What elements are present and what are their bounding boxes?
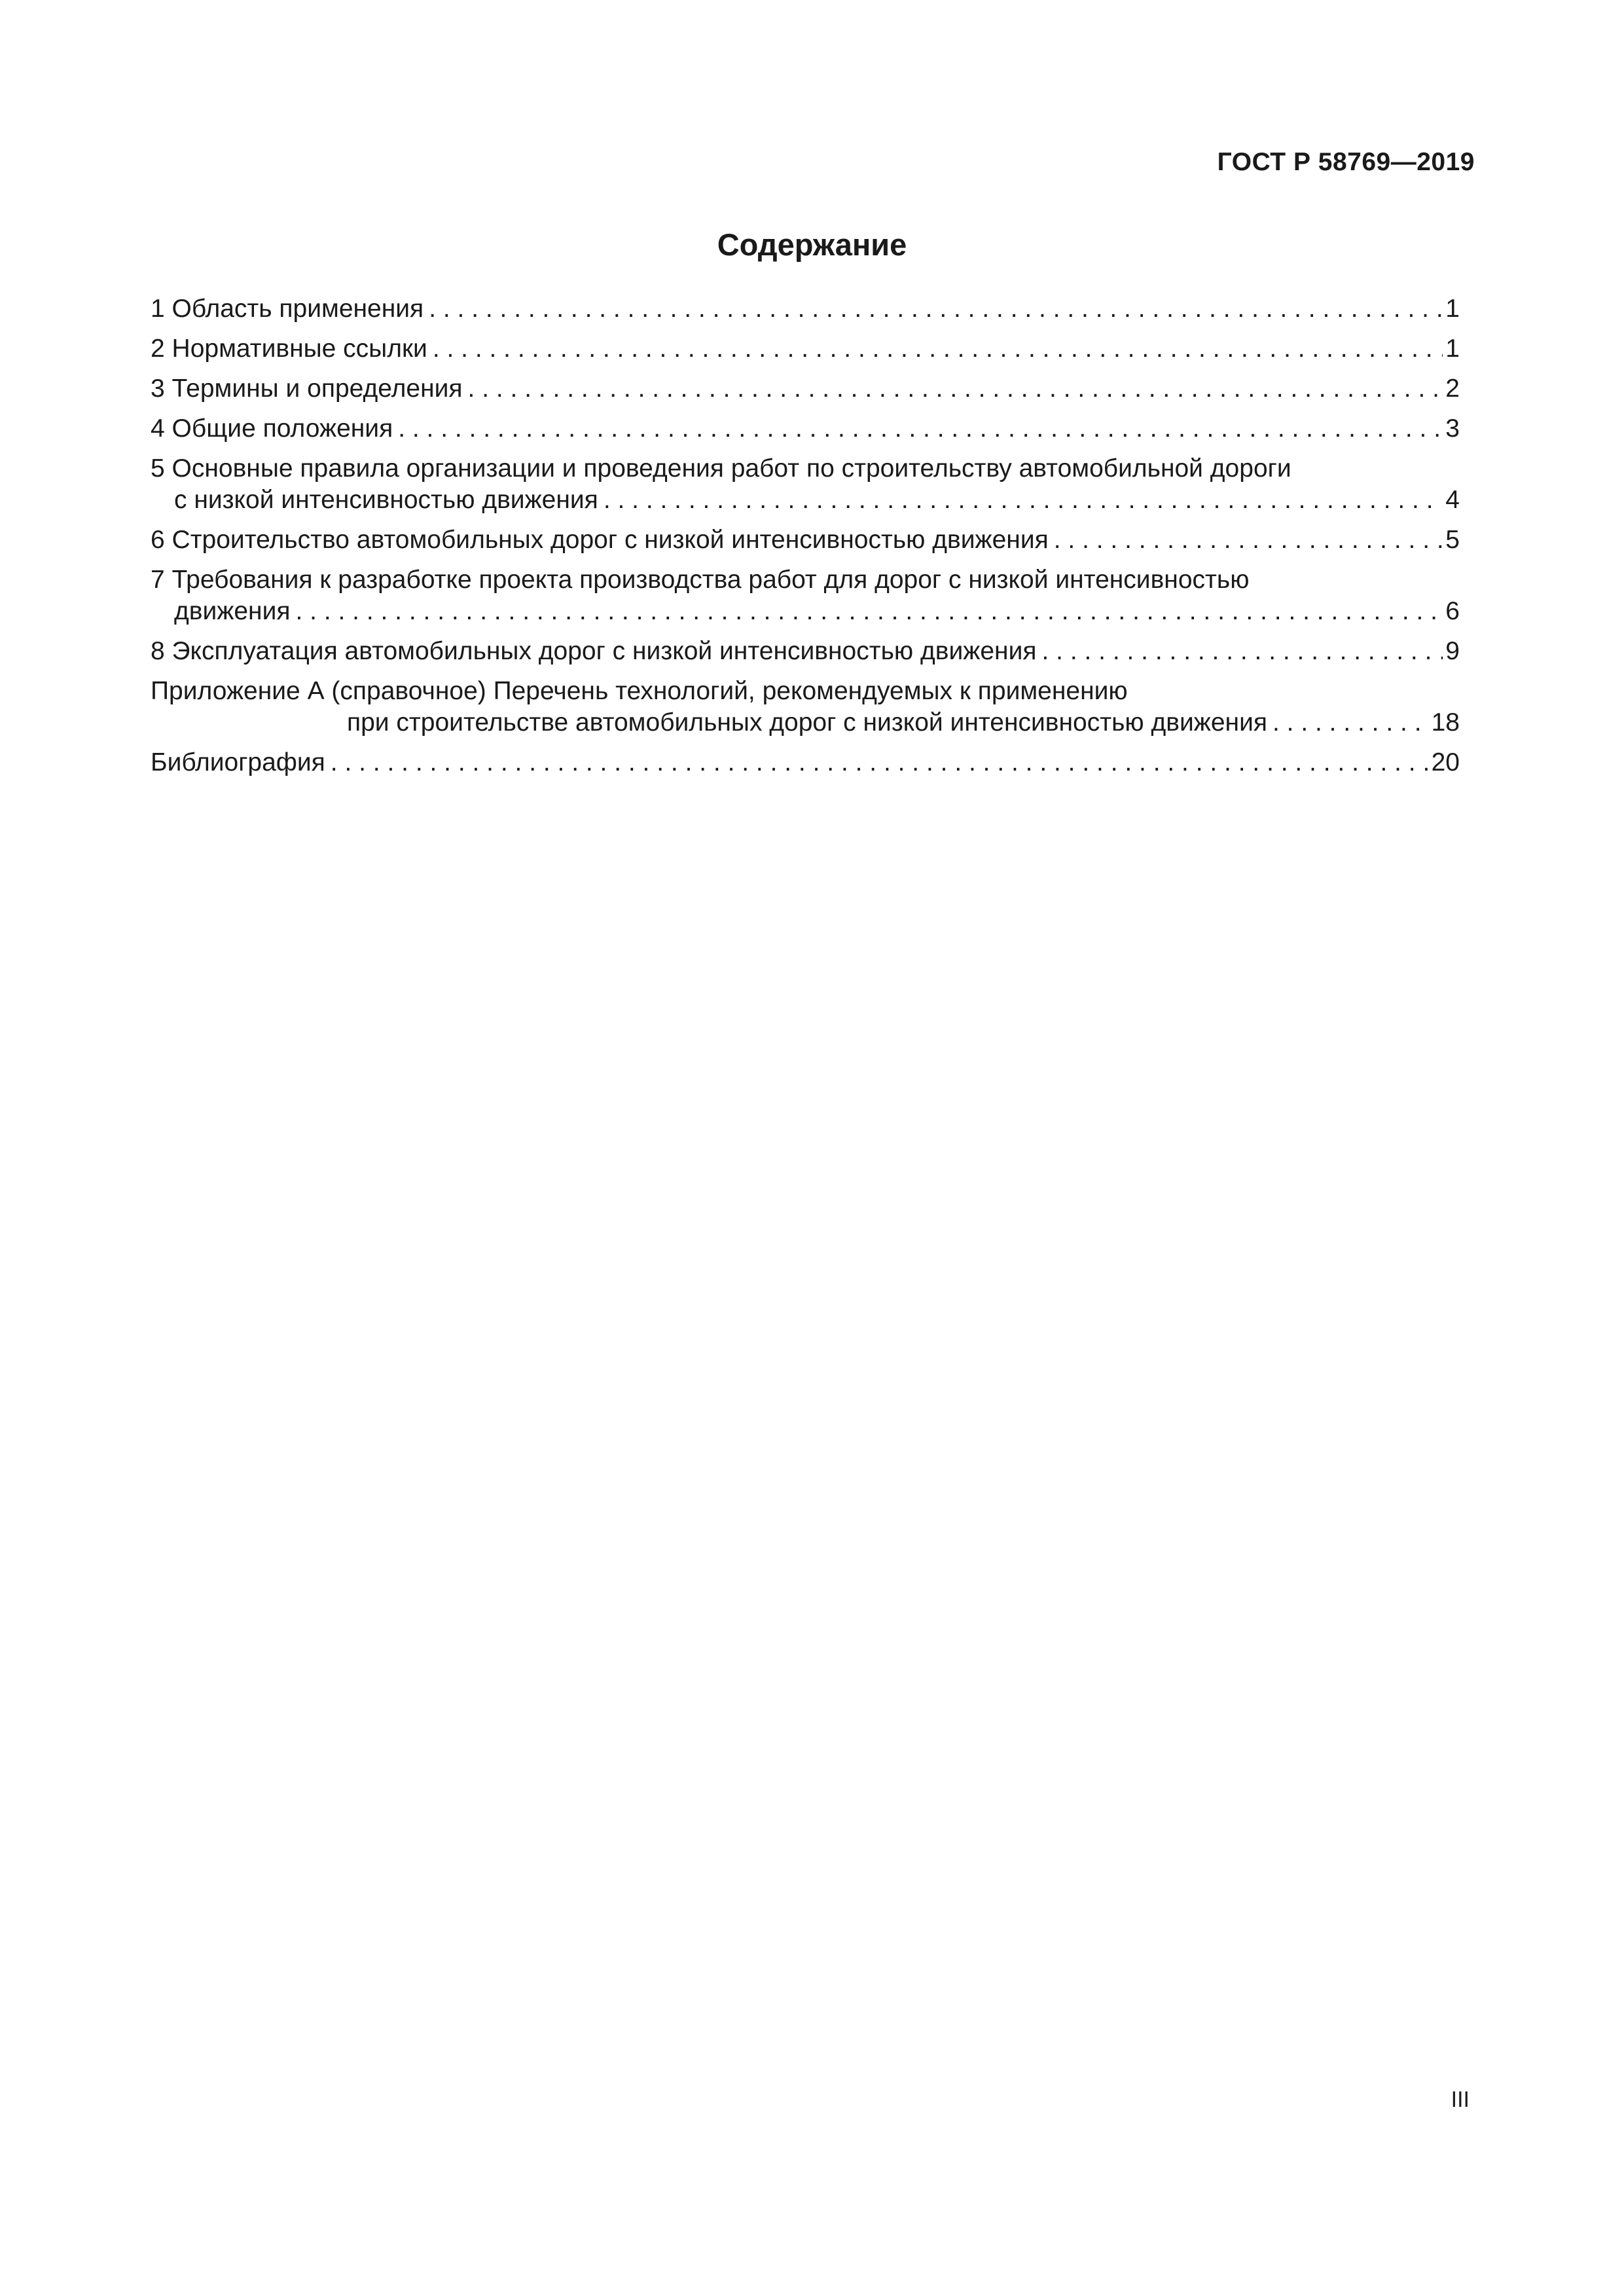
toc-page-number: 5 xyxy=(1445,526,1460,554)
toc-entry-7[interactable] xyxy=(151,564,1460,627)
dot-leader xyxy=(398,413,1443,445)
toc-entry-label-continued: с низкой интенсивностью движения xyxy=(174,486,598,514)
toc-title: Содержание xyxy=(717,227,907,262)
toc-entry-label: 3 Термины и определения xyxy=(151,374,463,403)
toc-entry-label: Приложение А (справочное) Перечень технологий, рекомендуемых к применению xyxy=(151,677,1128,705)
toc-page-number: 6 xyxy=(1445,597,1460,625)
toc-entry-label: 7 Требования к разработке проекта производства работ для дорог с низкой интенсивностью xyxy=(151,566,1250,594)
toc-page-number: 1 xyxy=(1445,335,1460,363)
dot-leader xyxy=(604,484,1443,516)
toc-page-number: 20 xyxy=(1431,748,1460,776)
toc-page-number: 2 xyxy=(1445,374,1460,403)
dot-leader xyxy=(331,747,1429,778)
dot-leader xyxy=(429,293,1443,325)
page-number: III xyxy=(1451,2087,1470,2112)
dot-leader xyxy=(1272,707,1429,738)
dot-leader xyxy=(1041,636,1443,667)
toc-entry-2[interactable] xyxy=(151,333,1460,365)
toc-page-number: 3 xyxy=(1445,414,1460,443)
dot-leader xyxy=(295,596,1443,627)
table-of-contents xyxy=(151,293,1460,787)
dot-leader xyxy=(468,373,1443,405)
toc-page-number: 9 xyxy=(1445,637,1460,665)
toc-entry-label: 4 Общие положения xyxy=(151,414,393,443)
toc-entry-label-continued: движения xyxy=(174,597,291,625)
toc-entry-6[interactable] xyxy=(151,524,1460,556)
dot-leader xyxy=(1054,524,1443,556)
toc-entry-4[interactable] xyxy=(151,413,1460,445)
toc-entry-5[interactable] xyxy=(151,453,1460,516)
document-code: ГОСТ Р 58769—2019 xyxy=(1217,148,1475,176)
toc-entry-label: 2 Нормативные ссылки xyxy=(151,335,427,363)
toc-entry-label: 5 Основные правила организации и проведения работ по строительству автомобильной дороги xyxy=(151,454,1291,483)
toc-entry-label: Библиография xyxy=(151,748,325,776)
toc-entry-appendix-a[interactable] xyxy=(151,676,1460,738)
toc-page-number: 1 xyxy=(1445,295,1460,323)
toc-entry-label: 8 Эксплуатация автомобильных дорог с низкой интенсивностью движения xyxy=(151,637,1037,665)
toc-entry-label: 1 Область применения xyxy=(151,295,424,323)
toc-entry-label-continued: при строительстве автомобильных дорог с низкой интенсивностью движения xyxy=(347,708,1267,737)
toc-entry-3[interactable] xyxy=(151,373,1460,405)
dot-leader xyxy=(433,333,1443,365)
toc-entry-8[interactable] xyxy=(151,636,1460,667)
toc-entry-bibliography[interactable] xyxy=(151,747,1460,778)
toc-entry-1[interactable] xyxy=(151,293,1460,325)
toc-entry-label: 6 Строительство автомобильных дорог с низкой интенсивностью движения xyxy=(151,526,1049,554)
toc-page-number: 18 xyxy=(1431,708,1460,737)
toc-page-number: 4 xyxy=(1445,486,1460,514)
